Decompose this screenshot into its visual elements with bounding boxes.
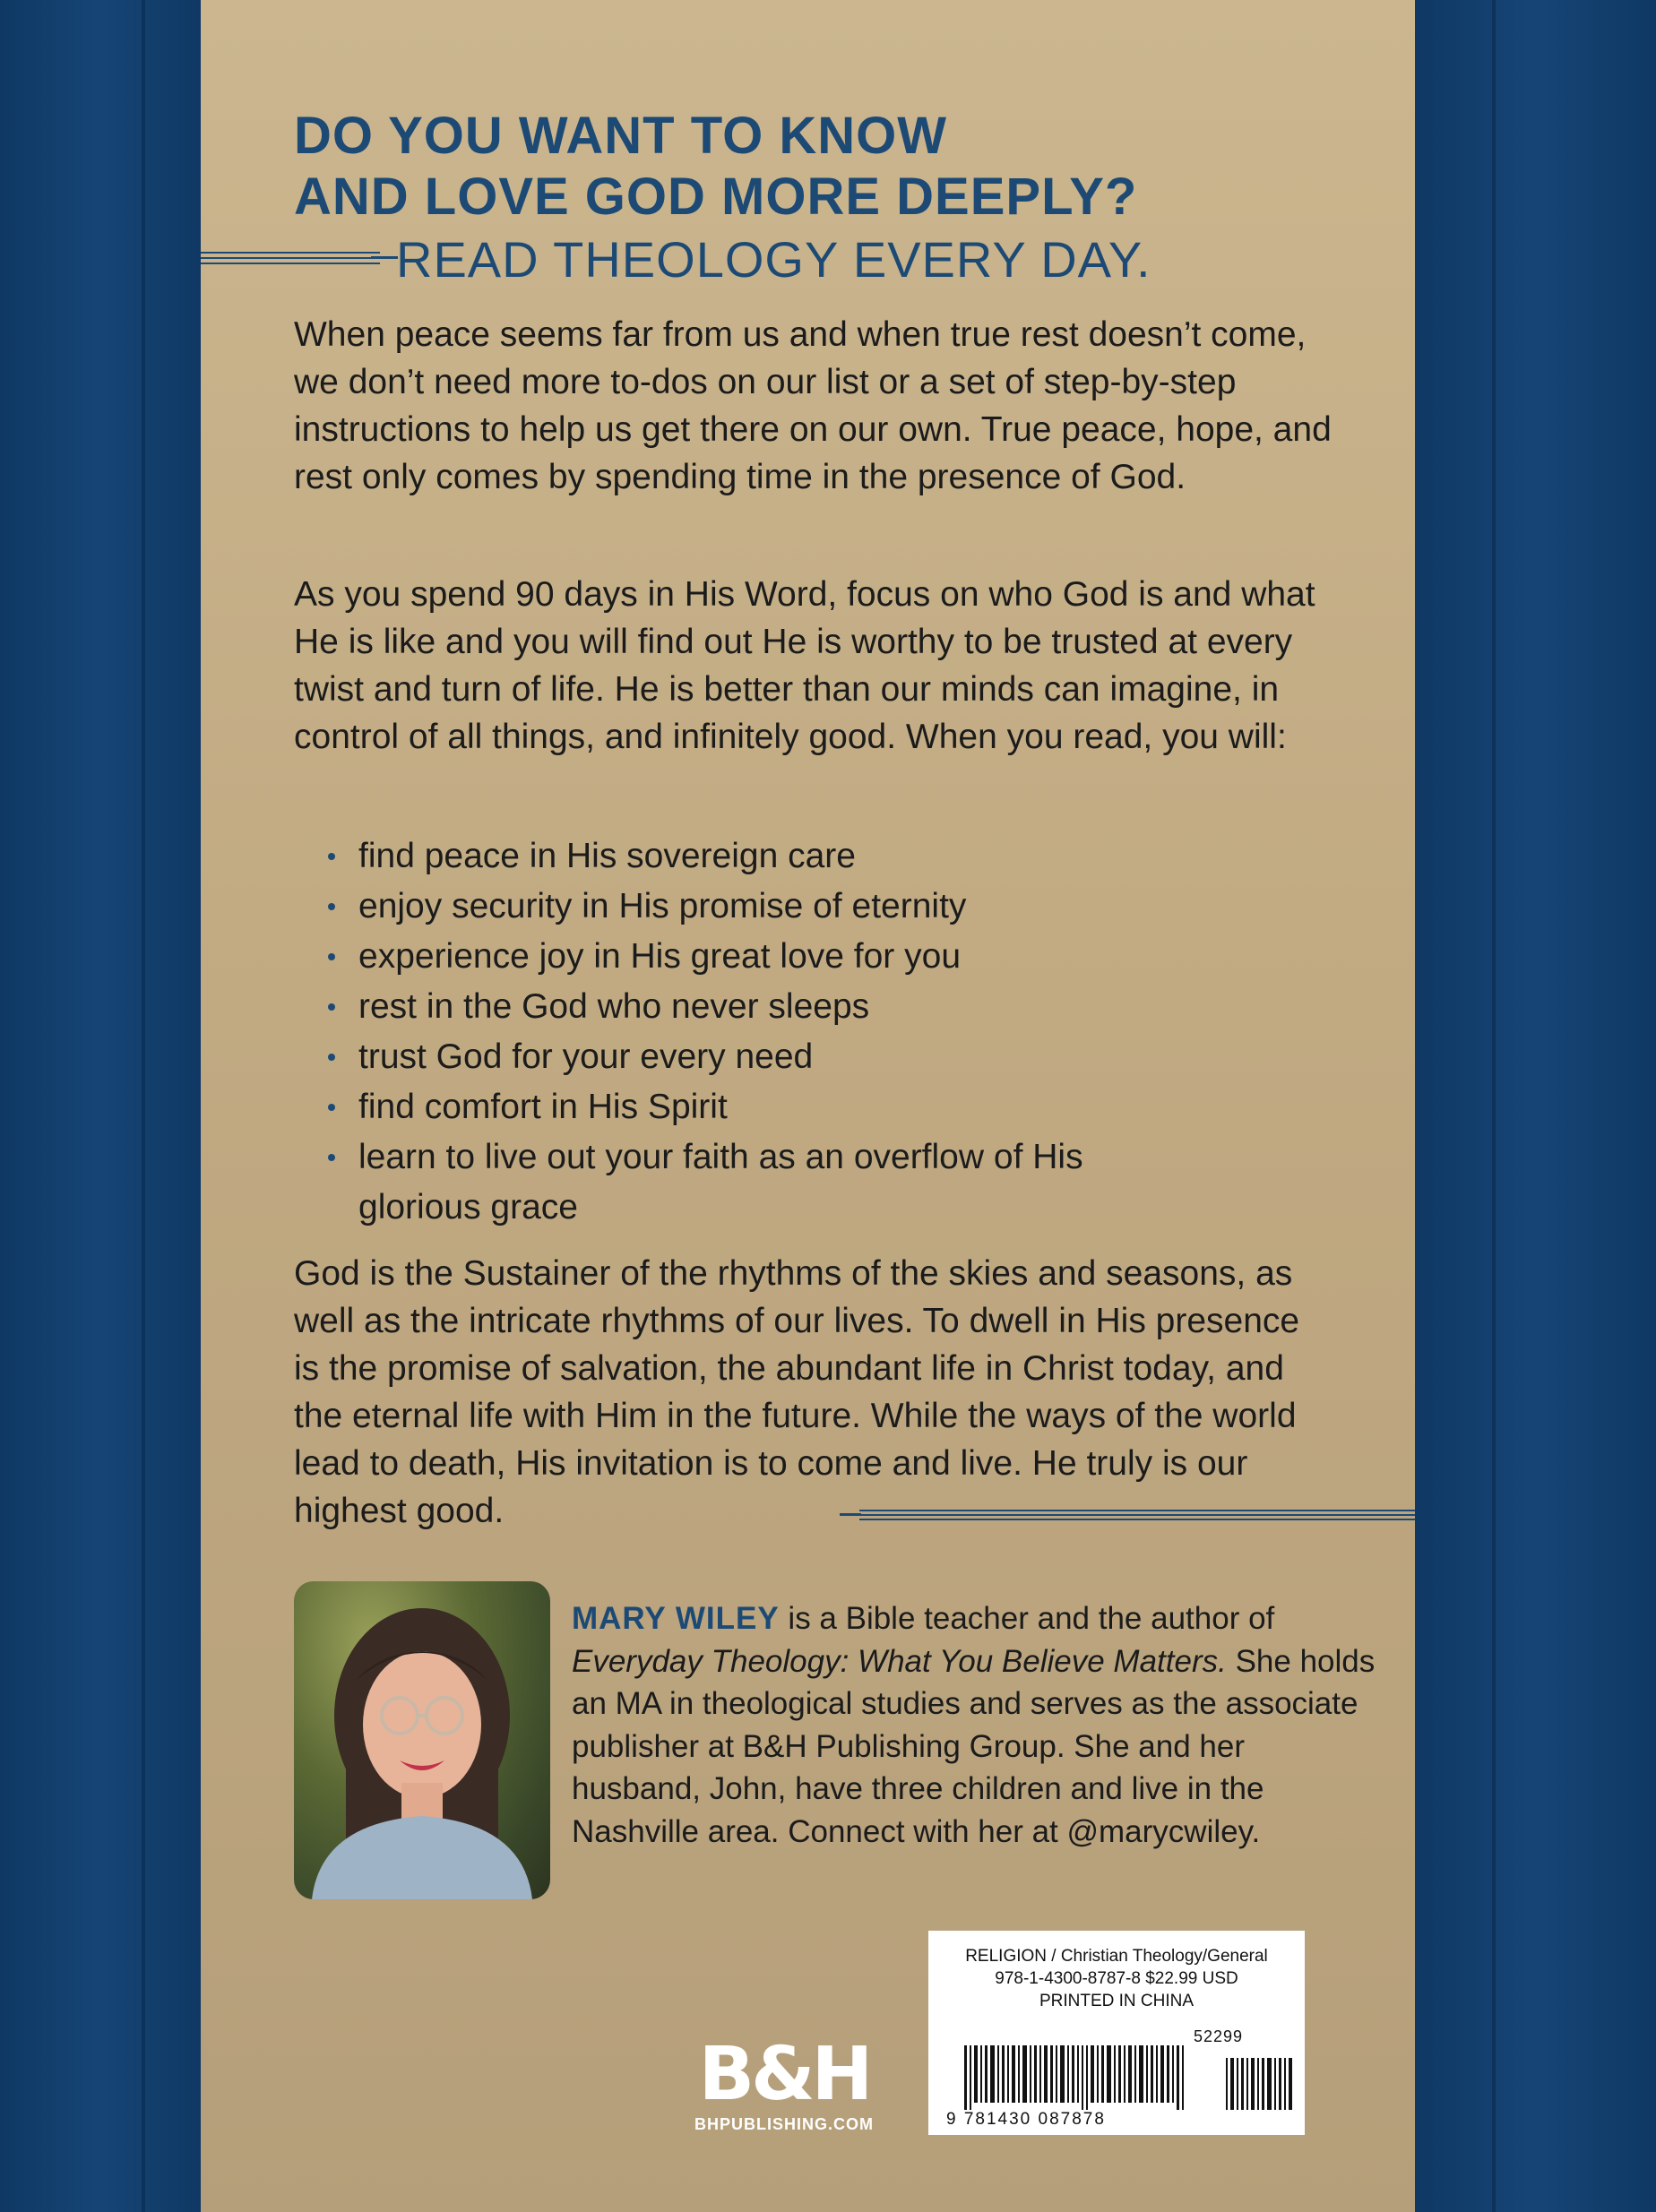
barcode-bars — [964, 2045, 1296, 2110]
bullet-icon — [328, 1054, 335, 1061]
list-item: find peace in His sovereign care — [358, 831, 1344, 882]
headline-line-2: AND LOVE GOD MORE DEEPLY? — [294, 168, 1138, 226]
description-paragraph: As you spend 90 days in His Word, focus on who God is and what He is like and you will find out He is worthy to be trusted at every twist and turn of life. He is better than our minds can imagine, in control of all things, and infinitely good. When you read, you will: — [294, 575, 1315, 756]
decorative-lines-right — [840, 1508, 1415, 1522]
closing-paragraph: God is the Sustainer of the rhythms of the skies and seasons, as well as the intricate rhythms of our lives. To dwell in His presence is the promise of salvation, the abundant life in Christ today, and the eternal life with Him in the future. While the ways of the world lead to death, His invitation is to come and live. He truly is our highest good. — [294, 1254, 1300, 1530]
author-bio-text-continued: She holds an MA in theological studies and serves as the associate publisher at B&H Publishing Group. She and her husband, John, have three children and live in the Nashville area. Connect with her at @marycwiley. — [572, 1643, 1376, 1849]
intro-paragraph: When peace seems far from us and when true rest doesn’t come, we don’t need more to-dos on our list or a set of step-by-step instructions to help us get there on our own. True peace, hope, and rest only comes by spending time in the presence of God. — [294, 315, 1332, 496]
barcode-info — [928, 1945, 1305, 2012]
left-cloth-panel — [0, 0, 201, 2212]
list-item: trust God for your every need — [358, 1032, 1344, 1082]
barcode-box — [928, 1931, 1305, 2135]
barcode-digits: 9 781430 087878 — [946, 2110, 1106, 2129]
barcode-isbn-price: 978-1-4300-8787-8 $22.99 USD — [995, 1969, 1238, 1988]
subhead-row — [201, 228, 1415, 291]
subheadline: READ THEOLOGY EVERY DAY. — [396, 231, 1151, 288]
barcode-printed-in: PRINTED IN CHINA — [1039, 1992, 1195, 2010]
decorative-lines-left — [201, 252, 380, 266]
author-bio-text: is a Bible teacher and the author of — [779, 1601, 1275, 1636]
spine-groove — [142, 0, 145, 2212]
list-item: find comfort in His Spirit — [358, 1082, 1344, 1132]
author-portrait-illustration — [294, 1581, 550, 1899]
publisher-url: BHPUBLISHING.COM — [694, 2115, 874, 2133]
publisher-logo-mark: B&H — [698, 2032, 870, 2117]
bullet-icon — [328, 1104, 335, 1111]
bullet-icon — [328, 953, 335, 960]
headline-line-1: DO YOU WANT TO KNOW — [294, 107, 947, 165]
barcode-price-code: 52299 — [1194, 2027, 1244, 2045]
bullet-icon — [328, 1154, 335, 1161]
book-title: Everyday Theology: What You Believe Matters. — [572, 1643, 1227, 1679]
author-name: MARY WILEY — [572, 1601, 780, 1636]
list-item: enjoy security in His promise of eternity — [358, 882, 1344, 932]
bullet-icon — [328, 853, 335, 860]
list-item: experience joy in His great love for you — [358, 932, 1344, 982]
benefits-list — [358, 831, 1344, 1233]
spine-groove — [1492, 0, 1496, 2212]
list-item: rest in the God who never sleeps — [358, 982, 1344, 1032]
headline — [294, 106, 1369, 228]
barcode-category: RELIGION / Christian Theology/General — [965, 1947, 1268, 1966]
right-cloth-panel — [1415, 0, 1656, 2212]
author-photo — [294, 1581, 550, 1899]
bullet-icon — [328, 1003, 335, 1011]
decorative-dash — [371, 256, 398, 259]
list-item: learn to live out your faith as an overflow of His glorious grace — [358, 1132, 1344, 1233]
author-bio — [572, 1597, 1378, 1853]
bullet-icon — [328, 903, 335, 910]
publisher-logo — [681, 2032, 887, 2137]
